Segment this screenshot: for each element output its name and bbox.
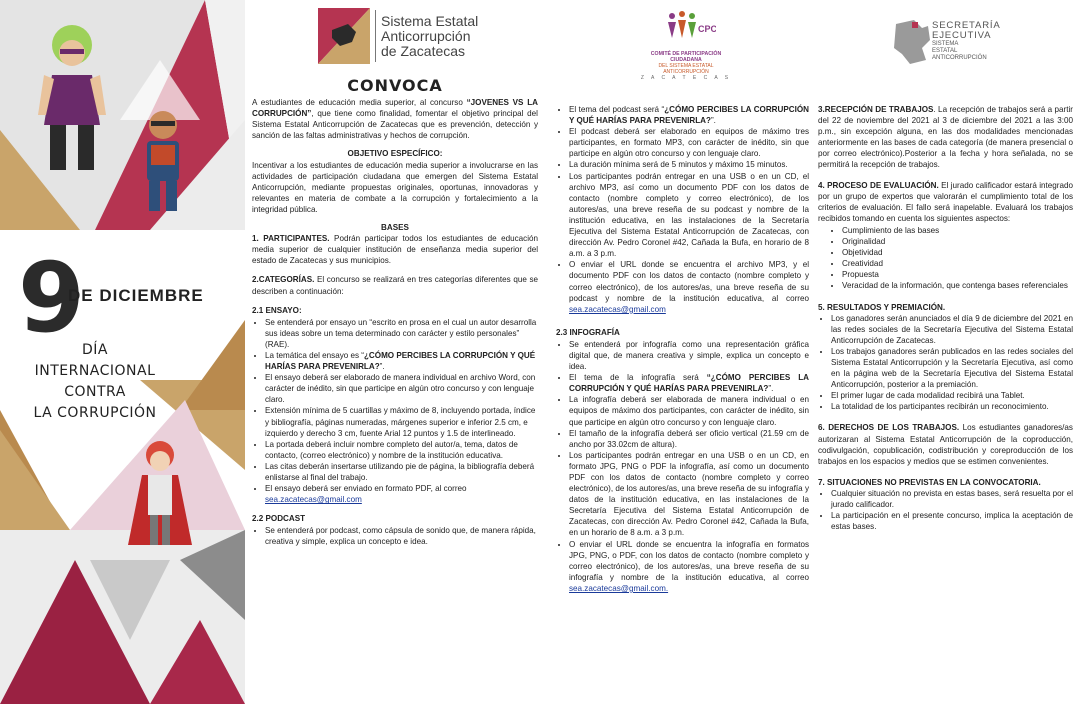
cpc-name: COMITÉ DE PARTICIPACIÓN CIUDADANA xyxy=(650,51,722,63)
bases-heading: BASES xyxy=(381,223,409,233)
sea-logo-line: de Zacatecas xyxy=(381,43,466,59)
list-item xyxy=(569,259,809,314)
list-item: • El tamaño de la infografía deberá ser oficio vertical (21.59 cm de ancho por 33.02cm de altura). xyxy=(569,428,809,450)
list-item-text: El tema del podcast será “ xyxy=(569,105,665,114)
list-item: • Se entenderá por infografía como una representación gráfica digital que, de manera creativa y simple, explica un concepto e idea. xyxy=(569,339,809,372)
intro-text: , que tiene como finalidad, fomentar el objetivo principal del Sistema Estatal Anticorrupción de Zacatecas que es prevención, detección y sanción de las faltas administrativas y hechos de corrupción. xyxy=(252,109,538,141)
reception-heading: 3.RECEPCIÓN DE TRABAJOS xyxy=(818,105,934,114)
sea-logo-text xyxy=(381,14,478,59)
list-item: • Se entenderá por podcast, como cápsula de sonido que, de manera rápida, creativa y simple, explica un concepto e idea. xyxy=(265,525,538,547)
rights-paragraph xyxy=(818,422,1073,466)
list-item: • Propuesta xyxy=(842,269,1073,280)
cpc-logo xyxy=(636,10,736,81)
infographic-email-link[interactable]: sea.zacatecas@gmail.com. xyxy=(569,583,669,593)
list-item xyxy=(265,483,538,505)
list-item: • Originalidad xyxy=(842,236,1073,247)
list-item: • Los participantes podrán entregar en una USB o en un CD, en formato JPG, PNG o PDF la infografía, así como un documento PDF con los datos de contacto (nombre completo y correo electrónico), de los autores/as, una breve reseña de su infografía y datos de la institución educativa, en las instalaciones de la Secretaría Ejecutiva del Sistema Estatal Anticorrupción de Zacatecas, con dirección Av. Pedro Coronel #42, Cañada la Bufa, en un horario de 8 a.m. a 3 p.m. xyxy=(569,450,809,539)
list-item-text: La temática del ensayo es “ xyxy=(265,350,364,360)
cpc-logo-mark-icon xyxy=(656,10,716,44)
podcast-list xyxy=(252,525,538,547)
day-line: DÍA xyxy=(82,342,108,358)
left-decorative-panel xyxy=(0,0,245,704)
list-item: • La totalidad de los participantes recibirán un reconocimiento. xyxy=(831,401,1073,412)
page-title: CONVOCA xyxy=(347,76,443,95)
day-line: INTERNACIONAL xyxy=(34,363,156,379)
column-3 xyxy=(818,104,1073,532)
sea-logo-mark-icon xyxy=(318,8,370,64)
list-item-bold: ¿CÓMO PERCIBES LA CORRUPCIÓN Y QUÉ HARÍAS PARA PREVENIRLA? xyxy=(569,105,809,126)
reception-paragraph xyxy=(818,104,1073,171)
reception-text: . La recepción de trabajos será a partir del 22 de noviembre del 2021 al 3 de diciembre del 2021 a las 3:00 p.m., sin excepción alguna, en las dos modalidades mencionadas anteriormente en las bases de cada categoría (de manera presencial o por correo electrónico).Posterior a la fecha y hora señalada, no se permitirá la recepción de trabajos. xyxy=(818,105,1073,170)
date-number: 9 xyxy=(18,242,85,354)
list-item-bold: “¿CÓMO PERCIBES LA CORRUPCIÓN Y QUÉ HARÍAS PARA PREVENIRLA? xyxy=(569,373,809,394)
criteria-list xyxy=(818,225,1073,292)
participants-heading: 1. PARTICIPANTES. xyxy=(252,234,330,244)
logo-separator xyxy=(375,10,376,62)
categories-heading: 2.CATEGORÍAS. xyxy=(252,275,315,285)
objective-heading: OBJETIVO ESPECÍFICO: xyxy=(347,149,443,159)
list-item-text: El tema de la infografía será xyxy=(569,373,707,383)
sesea-title xyxy=(932,21,1001,41)
contest-name: “JOVENES VS LA CORRUPCIÓN” xyxy=(252,98,538,119)
intro-paragraph xyxy=(252,97,538,141)
day-title xyxy=(30,340,160,424)
results-heading: 5. RESULTADOS Y PREMIACIÓN. xyxy=(818,302,946,312)
list-item: • Las citas deberán insertarse utilizando pie de página, la bibliografía deberá enlistarse al final del trabajo. xyxy=(265,461,538,483)
sea-logo-line: Anticorrupción xyxy=(381,28,471,44)
essay-email-link[interactable]: sea.zacatecas@gmail.com xyxy=(265,495,362,505)
rights-text: Los estudiantes ganadores/as autorizaran al Sistema Estatal Anticorrupción de la coproducción, codivulgación, copublicación, codistribución y coreproducción de los trabajos en los espacios y medios que se estimen convenientes. xyxy=(818,423,1073,466)
list-item: • Los participantes podrán entregar en una USB o en un CD, el archivo MP3, así como un documento PDF con los datos de contacto (nombre completo y correo electrónico), de los autores/as, una breve reseña de su podcast y nombre de la institución educativa, en las instalaciones de la Secretaría Ejecutiva del Sistema Estatal Anticorrupción de Zacatecas, con dirección Av. Pedro Coronel #42, Cañada la Bufa, en horario de 8 a.m. a 3 p.m. xyxy=(569,171,809,260)
list-item: • Objetividad xyxy=(842,247,1073,258)
list-item: • El podcast deberá ser elaborado en equipos de máximo tres participantes, en formato MP3, con carácter de inédito, sin que participe en algún otro concurso y con lenguaje claro. xyxy=(569,126,809,159)
list-item: • Cualquier situación no prevista en estas bases, será resuelta por el jurado calificador. xyxy=(831,488,1073,510)
sesea-title-line: EJECUTIVA xyxy=(932,30,992,41)
podcast-list-cont xyxy=(556,104,809,315)
list-item-text: El ensayo deberá ser enviado en formato PDF, al correo xyxy=(265,484,467,494)
podcast-email-link[interactable]: sea.zacatecas@gmail.com xyxy=(569,304,666,314)
list-item: • Los ganadores serán anunciados el día 9 de diciembre del 2021 en las redes sociales de la Secretaría Ejecutiva del Sistema Estatal Anticorrupción de Zacatecas. xyxy=(831,313,1073,346)
list-item: • Los trabajos ganadores serán publicados en las redes sociales del Sistema Estatal Anticorrupción y la Secretaría Ejecutiva, así como en la página web de la Secretaría Ejecutiva del Sistema Estatal Anticorrupción, posterior a la premiación. xyxy=(831,346,1073,390)
cpc-sub: DEL SISTEMA ESTATAL ANTICORRUPCIÓN xyxy=(658,63,714,75)
list-item: • Extensión mínima de 5 cuartillas y máximo de 8, incluyendo portada, índice y bibliografía, páginas numeradas, márgenes superior e inferior 2.5 cm, e izquierdo y derecho 3 cm, fuente Arial 12 puntos y 1.5 de interlineado. xyxy=(265,405,538,438)
list-item xyxy=(569,539,809,594)
list-item-text: O enviar el URL donde se encuentra el archivo MP3, y el documento PDF con los datos de contacto (nombre completo y correo electrónico), de los autores/as, una breve reseña de su podcast y nombre de la institución educativa, al correo xyxy=(569,260,809,303)
participants-paragraph xyxy=(252,233,538,266)
cpc-city: Z A C A T E C A S xyxy=(640,75,732,81)
list-item-text: ”. xyxy=(768,384,774,394)
list-item-text: ”. xyxy=(710,116,716,126)
infographic-list xyxy=(556,339,809,594)
column-1 xyxy=(252,76,539,548)
list-item: • La participación en el presente concurso, implica la aceptación de estas bases. xyxy=(831,510,1073,532)
sesea-logo-mark-icon xyxy=(892,18,932,66)
unforeseen-list xyxy=(818,488,1073,532)
list-item: • El primer lugar de cada modalidad recibirá una Tablet. xyxy=(831,390,1073,401)
sesea-logo xyxy=(892,18,1012,68)
list-item: • Se entenderá por ensayo un “escrito en prosa en el cual un autor desarrolla sus ideas sobre un tema determinado con carácter y estilo personales” (RAE). xyxy=(265,317,538,350)
day-line: LA CORRUPCIÓN xyxy=(33,405,157,421)
list-item: • La duración mínima será de 5 minutos y máximo 15 minutos. xyxy=(569,159,809,170)
list-item xyxy=(569,104,809,126)
cpc-short-text: CPC xyxy=(698,24,716,34)
list-item: • La portada deberá incluir nombre completo del autor/a, tema, datos de contacto, (correo electrónico) y nombre de la institución educativa. xyxy=(265,439,538,461)
sesea-subtitle xyxy=(932,41,987,62)
evaluation-text: El jurado calificador estará integrado por un grupo de expertos que valorarán el cumplimiento total de los criterios de evaluación. El fallo será inapelable. Evaluará los trabajos recibidos tomando en cuenta los siguientes aspectos: xyxy=(818,180,1073,223)
objective-text: Incentivar a los estudiantes de educación media superior a involucrarse en las actividades de participación ciudadana que emergen del Sistema Estatal Anticorrupción, mediante propuestas originales, oportunas, innovadoras y relevantes en materia de combate a la corrupción y fortalecimiento a la integridad pública. xyxy=(252,160,538,214)
list-item: • La infografía deberá ser elaborada de manera individual o en equipos de máximo dos participantes, con carácter de inédito, sin que participe en algún otro concurso y con lenguaje claro. xyxy=(569,394,809,427)
categories-text: El concurso se realizará en tres categorías diferentes que se describen a continuación: xyxy=(252,275,538,296)
list-item: • Cumplimiento de las bases xyxy=(842,225,1073,236)
column-2 xyxy=(556,104,809,594)
date-month: DE DICIEMBRE xyxy=(68,286,204,305)
intro-text: A estudiantes de educación media superior, al concurso xyxy=(252,98,467,108)
participants-text: Podrán participar todos los estudiantes de educación media superior de cualquier institución de enseñanza media superior del estado de Zacatecas y sus municipios. xyxy=(252,234,539,266)
list-item-text: ”. xyxy=(379,362,385,372)
sea-zacatecas-logo xyxy=(318,6,488,68)
infographic-heading: 2.3 INFOGRAFÍA xyxy=(556,327,620,337)
list-item-text: O enviar el URL donde se encuentra la infografía en formatos JPG, PNG, o PDF, con los datos de contacto (nombre completo y correo electrónico), de los autores/as, una breve reseña de su infografía y nombre de la institución educativa, al correo xyxy=(569,539,809,582)
sesea-sub-line: ESTATAL xyxy=(932,48,958,54)
podcast-heading: 2.2 PODCAST xyxy=(252,514,306,524)
day-line: CONTRA xyxy=(64,384,126,400)
sesea-sub-line: SISTEMA xyxy=(932,41,959,47)
list-item: • El ensayo deberá ser elaborado de manera individual en archivo Word, con carácter de inédito, sin que participe en algún otro concurso y con lenguaje claro. xyxy=(265,372,538,405)
results-list xyxy=(818,313,1073,413)
list-item xyxy=(569,372,809,394)
rights-heading: 6. DERECHOS DE LOS TRABAJOS. xyxy=(818,423,960,433)
unforeseen-heading: 7. SITUACIONES NO PREVISTAS EN LA CONVOCATORIA. xyxy=(818,477,1041,487)
sesea-sub-line: ANTICORRUPCIÓN xyxy=(932,55,987,61)
evaluation-heading: 4. PROCESO DE EVALUACIÓN. xyxy=(818,180,939,190)
list-item xyxy=(265,350,538,372)
sea-logo-line: Sistema Estatal xyxy=(381,13,479,29)
list-item: • Creatividad xyxy=(842,258,1073,269)
essay-list xyxy=(252,317,538,506)
essay-heading: 2.1 ENSAYO: xyxy=(252,305,302,315)
list-item: • Veracidad de la información, que contenga bases referenciales xyxy=(842,280,1073,291)
evaluation-paragraph xyxy=(818,180,1073,224)
categories-paragraph xyxy=(252,274,538,296)
sesea-title-line: SECRETARÍA xyxy=(932,20,1001,31)
list-item-bold: ¿CÓMO PERCIBES LA CORRUPCIÓN Y QUÉ HARÍAS PARA PREVENIRLA? xyxy=(265,350,536,372)
